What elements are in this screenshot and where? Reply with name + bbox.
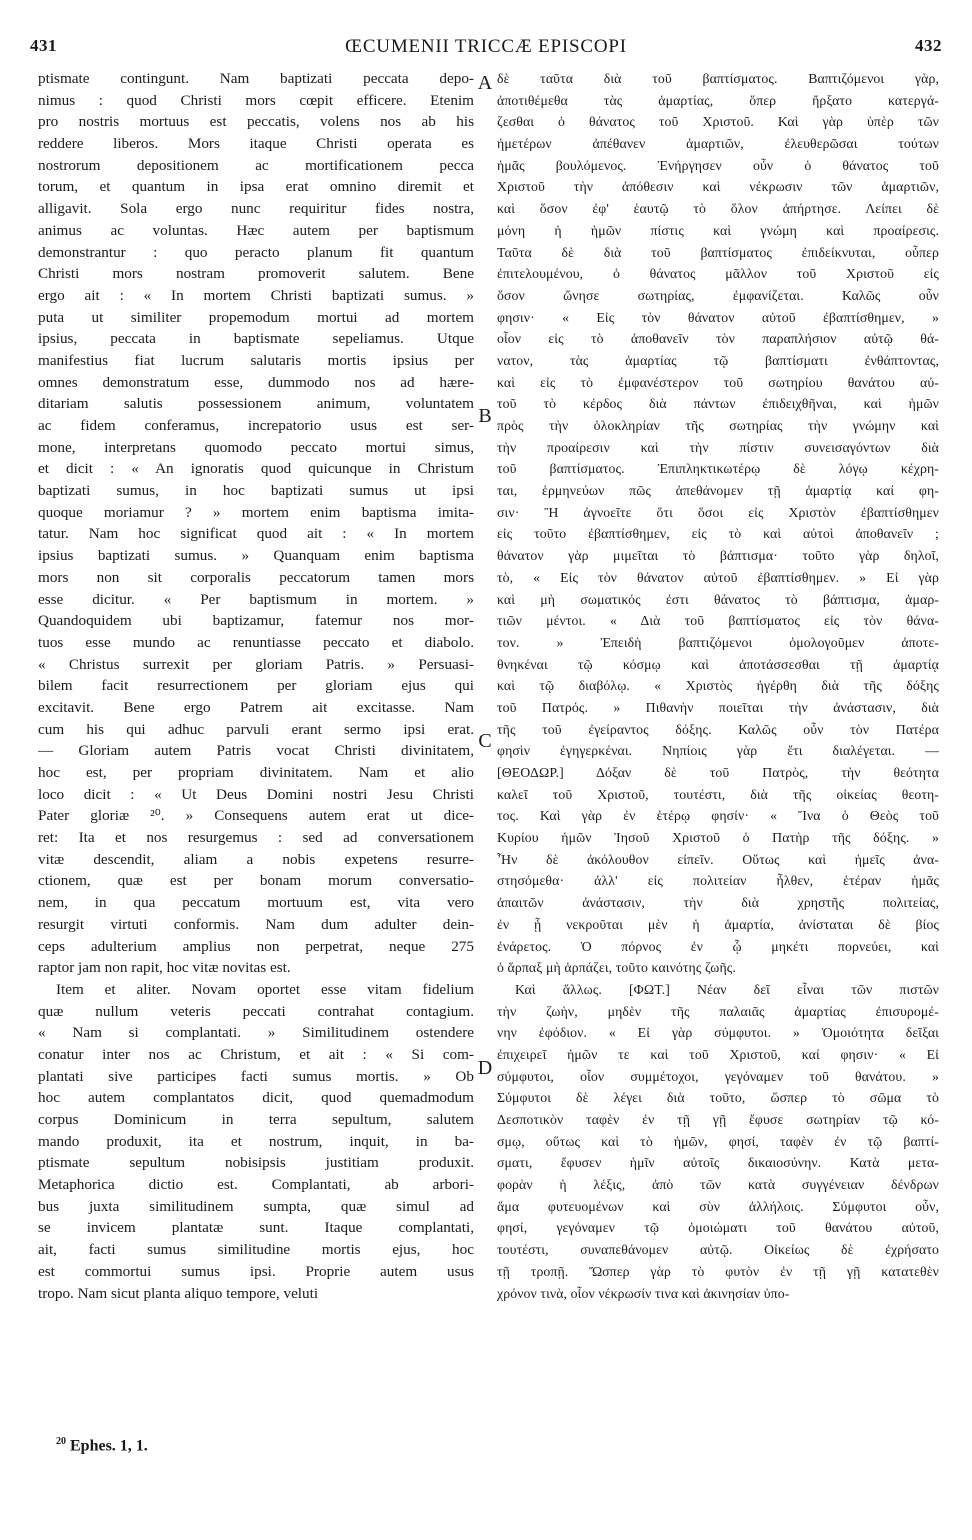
greek-text-line: νην ἐφόδιον. « Εἰ γὰρ σύμφυτοι. » Ὁμοιότητα δεῖξαι	[497, 1025, 939, 1041]
latin-text-line: excitavit. Bene ergo Patrem ait excitasse. Nam	[38, 698, 474, 716]
margin-letter-c: C	[478, 730, 492, 752]
greek-text-line: Σύμφυτοι δὲ λέγει διὰ τοῦτο, ὥσπερ τὸ σῶμα τὸ	[497, 1090, 939, 1106]
latin-text-line: Pater gloriæ ²⁰. » Consequens autem erat ut dice-	[38, 807, 474, 825]
greek-text-line: μόνη ἡ ἡμῶν πίστις καὶ γνώμη καὶ προαίρεσις.	[497, 222, 939, 238]
latin-text-line: tatur. Nam hoc significat quod ait : « In mortem	[38, 525, 474, 543]
latin-text-line: hoc autem complantatos dicit, quod quemadmodum	[38, 1089, 474, 1107]
right-page-number: 432	[915, 36, 942, 55]
latin-text-line: ditariam salutis possessionem animum, voluntatem	[38, 395, 474, 413]
latin-text-line: loco dicit : « Ut Deus Domini nostri Jesu Christi	[38, 785, 474, 803]
latin-text-line: ac fidem conferamus, increpatorio usus est ser-	[38, 417, 474, 434]
left-page-number: 431	[30, 36, 57, 55]
greek-text-line: τοῦ τὸ κέρδος διὰ πάντων ἐπιδειχθῆναι, καὶ ἡμῶν	[497, 396, 939, 412]
greek-text-line: Χριστοῦ τὴν ἀπόθεσιν καὶ νέκρωσιν τῶν ἁμαρτιῶν,	[497, 179, 939, 195]
greek-text-line: Ἦν δὲ ἀκόλουθον εἰπεῖν. Οὕτως καὶ ἡμεῖς ἀνα-	[497, 851, 939, 867]
latin-text-line: ipsius baptizati sumus. » Quanquam enim baptisma	[38, 547, 474, 565]
latin-text-line: ptismate sepultum nobisipsis justitiam produxit.	[38, 1154, 474, 1172]
greek-text-line: ἐπιτελουμένου, ὁ θάνατος μᾶλλον τοῦ Χριστοῦ εἰς	[497, 266, 939, 282]
latin-text-line: Metaphorica dictio est. Complantati, ab arbori-	[38, 1176, 474, 1194]
latin-text-line: reddere liberos. Mors itaque Christi operata es	[38, 135, 474, 153]
greek-text-line: τον. » Ἐπειδὴ βαπτιζόμενοι ὁμολογοῦμεν ἀποτε-	[497, 634, 939, 650]
greek-text-line: ἡμᾶς βουλόμενος. Ἐνήργησεν οὖν ὁ θάνατος τοῦ	[497, 157, 939, 173]
footnote	[56, 1436, 148, 1455]
latin-text-line: alligavit. Sola ergo nunc requiritur fides nostra,	[38, 200, 474, 218]
latin-text-line: esse dicitur. « Per baptismum in mortem. »	[38, 590, 474, 608]
greek-text-line: ἐνάρετος. Ὁ πόρνος ἐν ᾧ μηκέτι πορνεύει, καὶ	[497, 938, 939, 954]
greek-text-line: θνηκέναι τῷ κόσμῳ καὶ ἀποτάσσεσθαι τῇ ἁμαρτίᾳ	[497, 656, 939, 672]
latin-text-line: raptor jam non rapit, hoc vitæ novitas est.	[38, 959, 291, 977]
greek-text-line: θάνατον γὰρ μιμεῖται τὸ βάπτισμα· τοῦτο γὰρ δηλοῖ,	[497, 548, 939, 564]
greek-text-line: φορὰν ἡ λέξις, ἀπὸ τῶν κατὰ συγγένειαν δένδρων	[497, 1177, 939, 1193]
greek-text-line: φησί, γεγόναμεν τῷ ὁμοιώματι τοῦ θανάτου αὐτοῦ,	[497, 1220, 939, 1236]
greek-text-line: νατον, τὰς ἁμαρτίας τῷ βαπτίσματι ἐνθάπτοντας,	[497, 352, 939, 368]
greek-text-line: καὶ ὅσον ἐφ' ἑαυτῷ τὸ ὅλον ἀπήρτησε. Λείπει δὲ	[497, 201, 939, 217]
latin-text-line: cum his qui adhuc parvuli erant sermo ipsi erat.	[38, 720, 474, 738]
latin-text-line: Quandoquidem ubi baptizamur, fatemur nos mor-	[38, 612, 474, 630]
greek-text-line: ζεσθαι ὁ θάνατος τοῦ Χριστοῦ. Καὶ γὰρ ὑπὲρ τῶν	[497, 114, 939, 130]
latin-text-line: ceps adulterium amplius non perpetrat, neque 275	[38, 937, 474, 955]
latin-text-line: puta ut similiter propemodum mortui ad mortem	[38, 308, 474, 326]
greek-text-line: φησὶν ἐγηγερκέναι. Νηπίοις γὰρ ἔτι διαλέγεται. —	[497, 743, 939, 759]
latin-text-line: omnes demonstratum esse, dummodo nos ad hære-	[38, 373, 474, 391]
greek-text-line: Δεσποτικὸν ταφὲν ἐν τῇ γῇ ἔφυσε σωτηρίαν τῷ κό-	[497, 1112, 939, 1127]
margin-letter-d: D	[477, 1057, 493, 1079]
greek-text-line: ἡμετέρων ἀπέθανεν ἁμαρτιῶν, ἐλευθερῶσαι τούτων	[497, 136, 939, 152]
running-title: ŒCUMENII TRICCÆ EPISCOPI	[345, 36, 627, 57]
greek-text-line: καὶ τῷ διαβόλῳ. « Χριστὸς ἠγέρθη διὰ τῆς δόξης	[497, 678, 939, 694]
greek-text-line: στησόμεθα· ἀλλ' εἰς πολιτείαν ἦλθεν, ἑτέραν ἡμᾶς	[497, 873, 939, 889]
greek-text-line: τουτέστι, συναπεθάνομεν αὐτῷ. Οἰκείως δὲ ἐχρήσατο	[497, 1242, 939, 1258]
greek-text-line: τοῦ Πατρός. » Πιθανὴν ποιεῖται τὴν ἀνάστασιν, διὰ	[497, 699, 939, 715]
greek-text-line: πρὸς τὴν ὁλοκληρίαν τῆς σωτηρίας τὴν γνώμην καὶ	[497, 418, 939, 433]
latin-text-line: mone, interpretans quomodo peccato mortui simus,	[38, 438, 474, 456]
latin-text-line: corpus Dominicum in terra sepultum, salutem	[38, 1111, 474, 1128]
latin-text-line: nem, in qua peccatum mortuum est, vita vero	[38, 894, 474, 912]
greek-text-line: ται, ἑρμηνεύων πῶς ἀπεθάνομεν τῇ ἁμαρτίᾳ καί φη-	[497, 483, 939, 499]
greek-text-line: τὴν προαίρεσιν καὶ τὴν πίστιν συνεισαγόντων διὰ	[497, 439, 939, 455]
latin-text-line: ipsius, peccata in baptismate sepeliamus. Utque	[38, 330, 474, 348]
greek-text-line: χρόνον τινὰ, οἷον νέκρωσίν τινα καὶ ἀκινησίαν ὑπο-	[497, 1285, 790, 1301]
latin-text-line: quoque moriamur ? » mortem enim baptisma imita-	[38, 503, 474, 521]
greek-text-line: καλεῖ τοῦ Χριστοῦ, τουτέστι, διὰ τῆς οἰκείας θεοτη-	[497, 786, 939, 802]
latin-text-line: torum, et quantum in ipsa erat omnino diremit et	[38, 178, 474, 196]
greek-text-line: τος. Καὶ γὰρ ἐν ἑτέρῳ φησίν· « Ἵνα ὁ Θεὸς τοῦ	[497, 808, 939, 824]
footnote-number: 20	[56, 1436, 66, 1447]
latin-text-line: quæ nullum veteris peccati contrahat contagium.	[38, 1002, 474, 1020]
greek-text-line: Ταῦτα δὲ διὰ τοῦ βαπτίσματος ἐπιδείκνυται, οὗπερ	[497, 244, 939, 260]
latin-column	[38, 68, 474, 1304]
greek-text-line: ὅσον ὤνησε σωτηρίας, ἐμφανίζεται. Καλῶς οὖν	[497, 287, 939, 303]
running-header	[30, 36, 942, 62]
greek-text-line: ἀποτιθέμεθα τὰς ἁμαρτίας, ὅπερ ἤρξατο κατεργά-	[497, 92, 939, 108]
latin-text-line: tuos esse mundo ac renuntiasse peccato et diabolo.	[38, 633, 474, 651]
latin-text-line: ait, facti sumus similitudine mortis ejus, hoc	[38, 1241, 474, 1259]
greek-text-line: καὶ μὴ σωματικός ἐστι θάνατος τὸ βάπτισμα, ἁμαρ-	[497, 591, 939, 607]
greek-text-line: τοῦ βαπτίσματος. Ἐπιπληκτικωτέρῳ δὲ λόγῳ κέχρη-	[497, 461, 939, 477]
footnote-text: Ephes. 1, 1.	[70, 1437, 148, 1455]
greek-text-line: ἐν ᾗ νεκροῦται μὲν ἡ ἁμαρτία, ἀνίσταται δὲ βίος	[497, 916, 939, 932]
greek-text-line: εἰς τοῦτο ἐβαπτίσθημεν, εἰς τὸ καὶ αὐτοὶ ἀποθανεῖν ;	[497, 526, 939, 542]
latin-text-line: mors non sit corporalis peccatorum tamen mors	[38, 568, 474, 586]
latin-text-line: plantati sive participes facti sumus mortis. » Ob	[38, 1067, 474, 1085]
latin-text-line: pro nostris mortuus est peccatis, volens nos ab his	[38, 113, 474, 131]
latin-text-line: manifestius fiat lucrum salutaris mortis ipsius per	[38, 351, 474, 369]
greek-text-line: ὁ ἅρπαξ μὴ ἁρπάζει, τοῦτο καινότης ζωῆς.	[497, 960, 736, 976]
latin-text-line: — Gloriam autem Patris vocat Christi divinitatem,	[38, 742, 474, 760]
margin-letter-a: A	[477, 72, 493, 94]
latin-text-line: demonstrantur : quo peracto planum fit quantum	[38, 243, 474, 261]
greek-column	[497, 68, 939, 1304]
latin-text-line: tropo. Nam sicut planta aliquo tempore, veluti	[38, 1284, 319, 1302]
latin-text-line: animus ac voluntas. Hæc autem per baptismum	[38, 221, 474, 239]
greek-text-line: ἅμα φυτευομένων καὶ σὺν ἀλλήλοις. Σύμφυτοι οὖν,	[497, 1198, 939, 1214]
greek-text-line: Καὶ ἄλλως. [ΦΩΤ.] Νέαν δεῖ εἶναι τῶν πιστῶν	[515, 981, 939, 997]
greek-text-line: οἷον εἰς τὸ ἀποθανεῖν τὸν παραπλήσιον αὐτῷ θά-	[497, 331, 939, 347]
latin-text-line: resurgit virtuti conformis. Nam dum adulter dein-	[38, 915, 474, 933]
latin-text-line: Christi mors nostram promoverit salutem. Bene	[38, 265, 474, 283]
latin-text-line: conatur inter nos ac Christum, et ait : « Si com-	[38, 1045, 474, 1063]
greek-text-line: τῆς τοῦ ἐγείραντος δόξης. Καλῶς οὖν τὸν Πατέρα	[497, 721, 939, 737]
greek-text-line: τῇ τροπῇ. Ὥσπερ γὰρ τὸ φυτὸν ἐν τῇ γῇ κατατεθὲν	[497, 1263, 939, 1279]
greek-text-line: Κυρίου ἡμῶν Ἰησοῦ Χριστοῦ ὁ Πατὴρ τῆς δόξης. »	[497, 830, 939, 846]
latin-text-line: est commortui sumus ipsi. Proprie autem usus	[38, 1262, 474, 1280]
margin-letter-b: B	[478, 405, 492, 427]
greek-text-line: σιν· Ἢ ἀγνοεῖτε ὅτι ὅσοι εἰς Χριστὸν ἐβαπτίσθημεν	[497, 504, 939, 520]
greek-text-line: καὶ εἰς τὸ ἐμφανέστερον τοῦ σωτηρίου θανάτου αὐ-	[497, 374, 939, 390]
latin-text-line: « Nam si complantati. » Similitudinem ostendere	[38, 1024, 474, 1042]
latin-text-line: bus juxta similitudinem sumpta, quæ simul ad	[38, 1197, 474, 1215]
greek-text-line: φησιν· « Εἰς τὸν θάνατον αὐτοῦ ἐβαπτίσθημεν, »	[497, 309, 939, 325]
latin-text-line: vitæ descendit, aliam a nobis expetens resurre-	[38, 850, 474, 868]
latin-text-line: bilem facit resurrectionem per gloriam ejus qui	[38, 677, 474, 695]
latin-text-line: ptismate contingunt. Nam baptizati peccata depo-	[38, 70, 474, 87]
latin-text-line: nostrorum depositionem ac mortificationem pecca	[38, 156, 474, 174]
latin-text-line: baptizati sumus, in hoc baptizati sumus ut ipsi	[38, 482, 474, 500]
greek-text-line: ἐπιχειρεῖ ἡμῶν τε καὶ τοῦ Χριστοῦ, καί φησιν· « Εἰ	[497, 1046, 939, 1062]
latin-text-line: ergo ait : « In mortem Christi baptizati sumus. »	[38, 286, 474, 304]
latin-text-line: nimus : quod Christi mors cœpit efficere. Etenim	[38, 91, 474, 109]
latin-text-line: ret: Ita et nos resurgemus : sed ad conversationem	[38, 829, 474, 847]
greek-text-line: σύμφυτοι, οἷον συμμέτοχοι, γεγόναμεν τοῦ θανάτου. »	[497, 1068, 939, 1084]
latin-text-line: et dicit : « An ignoratis quod quicunque in Christum	[38, 460, 474, 478]
latin-text-line: Item et aliter. Novam oportet esse vitam fidelium	[56, 980, 474, 998]
greek-text-line: σματι, ἔφυσεν ἡμῖν αὐτοῖς δικαιοσύνην. Κατὰ μετα-	[497, 1155, 939, 1171]
greek-text-line: δὲ ταῦτα διὰ τοῦ βαπτίσματος. Βαπτιζόμενοι γὰρ,	[497, 71, 939, 86]
greek-text-line: ἀπαιτῶν ἀνάστασιν, τὴν διὰ χρηστῆς πολιτείας,	[497, 895, 939, 911]
latin-text-line: se invicem plantatæ sunt. Itaque complantati,	[38, 1219, 474, 1237]
latin-text-line: mando produxit, ita et nostrum, inquit, in ba-	[38, 1132, 474, 1150]
greek-text-line: σμῳ, οὕτως καὶ τὸ ἡμῶν, φησί, ταφὲν ἐν τῷ βαπτί-	[497, 1133, 939, 1149]
latin-text-line: « Christus surrexit per gloriam Patris. » Persuasi-	[38, 655, 474, 673]
greek-text-line: τὴν ζωὴν, μηδὲν τῆς παλαιᾶς ἁμαρτίας ἐπισυρομέ-	[497, 1003, 939, 1019]
latin-text-line: ctionem, quæ est per bonam morum conversatio-	[38, 872, 474, 890]
greek-text-line: τὸ, « Εἰς τὸν θάνατον αὐτοῦ ἐβαπτίσθημεν. » Εἰ γὰρ	[497, 569, 939, 585]
greek-text-line: τιῶν μέντοι. « Διὰ τοῦ βαπτίσματος εἰς τὸν θάνα-	[497, 613, 939, 629]
greek-text-line: [ΘΕΟΔΩΡ.] Δόξαν δὲ τοῦ Πατρὸς, τὴν θεότητα	[497, 765, 939, 780]
latin-text-line: hoc est, per propriam divinitatem. Nam et alio	[38, 764, 474, 781]
